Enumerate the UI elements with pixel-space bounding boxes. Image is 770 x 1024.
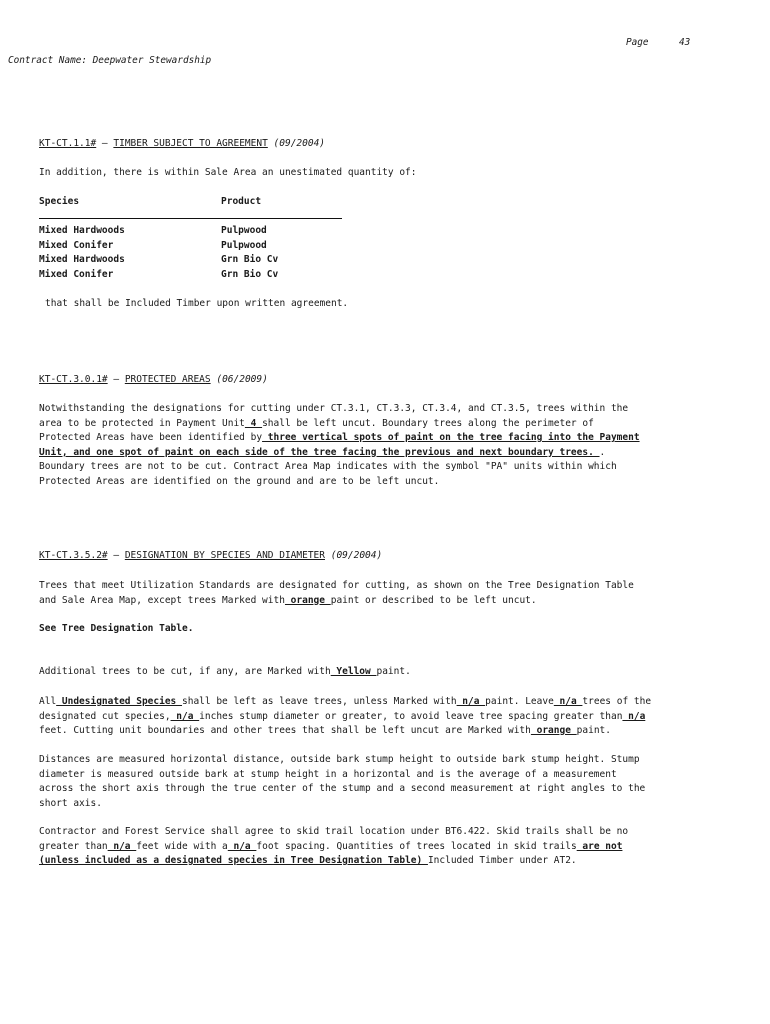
paragraph-line: Trees that meet Utilization Standards are designated for cutting, as shown on the Tree Designation Table (39, 580, 634, 591)
table-row-species: Mixed Conifer (39, 239, 114, 251)
paragraph-line: diameter is measured outside bark at stump height in a horizontal and is the average of a measurement (39, 768, 617, 780)
paint-description: three vertical spots of paint on the tree facing into the Payment (262, 432, 640, 443)
section-date: (09/2004) (330, 550, 383, 561)
paragraph-line: Distances are measured horizontal distance, outside bark stump height to outside bark stump height. Stump (39, 754, 640, 765)
paragraph-line: short axis. (39, 797, 102, 809)
section-title: DESIGNATION BY SPECIES AND DIAMETER (124, 550, 325, 561)
section-code: KT-CT.3.5.2# (39, 550, 108, 561)
see-table-note: See Tree Designation Table. (39, 623, 194, 634)
paragraph-line: feet. Cutting unit boundaries and other trees that shall be left uncut are Marked with orange paint. (39, 725, 611, 736)
paragraph-line: (unless included as a designated species in Tree Designation Table) Included Timber under AT2. (39, 855, 577, 866)
table-row-product: Pulpwood (221, 225, 267, 236)
section-heading-protected-areas: KT-CT.3.0.1# – PROTECTED AREAS (06/2009) (39, 374, 268, 385)
section-code: KT-CT.1.1# (39, 138, 97, 149)
table-row-product: Grn Bio Cv (221, 268, 279, 280)
page-number: 43 (679, 37, 691, 48)
paragraph-line: Boundary trees are not to be cut. Contract Area Map indicates with the symbol "PA" units within which (39, 461, 617, 472)
closing-text: that shall be Included Timber upon written agreement. (45, 298, 349, 309)
table-row-product: Grn Bio Cv (221, 254, 279, 265)
table-row-species: Mixed Hardwoods (39, 254, 125, 265)
section-code: KT-CT.3.0.1# (39, 374, 108, 385)
section-date: (09/2004) (273, 138, 326, 149)
paragraph-line: and Sale Area Map, except trees Marked with orange paint or described to be left uncut. (39, 594, 537, 606)
table-header-rule (39, 218, 342, 219)
paragraph-line: greater than n/a feet wide with a n/a foot spacing. Quantities of trees located in skid trails are not (39, 840, 623, 852)
section-date: (06/2009) (216, 374, 268, 385)
contract-name: Contract Name: Deepwater Stewardship (8, 55, 212, 66)
paint-color-value: Yellow (330, 666, 377, 677)
paragraph-line: Unit, and one spot of paint on each side of the tree facing the previous and next boundary trees. . (39, 446, 606, 458)
paragraph-line: across the short axis through the true center of the stump and a second measurement at right angles to the (39, 783, 646, 794)
column-header-species: Species (39, 196, 80, 207)
column-header-product: Product (221, 196, 262, 207)
section-title: PROTECTED AREAS (124, 374, 211, 385)
payment-unit-value: 4 (244, 417, 263, 429)
paragraph-line: All Undesignated Species shall be left as leave trees, unless Marked with n/a paint. Leave n/a trees of the (39, 696, 652, 707)
paint-color-value: orange (284, 594, 331, 606)
table-row-species: Mixed Conifer (39, 268, 114, 280)
paragraph-line: Protected Areas are identified on the ground and are to be left uncut. (39, 475, 440, 487)
paragraph-line: Protected Areas have been identified by three vertical spots of paint on the tree facing into the Payment (39, 432, 640, 443)
paragraph-line: Notwithstanding the designations for cutting under CT.3.1, CT.3.3, CT.3.4, and CT.3.5, trees within the (39, 403, 629, 414)
paragraph-line: Contractor and Forest Service shall agree to skid trail location under BT6.422. Skid trails shall be no (39, 826, 629, 837)
section-heading-timber-subject: KT-CT.1.1# – TIMBER SUBJECT TO AGREEMENT (09/2004) (39, 138, 326, 149)
section-heading-designation: KT-CT.3.5.2# – DESIGNATION BY SPECIES AND DIAMETER (09/2004) (39, 550, 383, 561)
paragraph-line: designated cut species, n/a inches stump diameter or greater, to avoid leave tree spacing greater than n/a (39, 710, 646, 722)
table-row-species: Mixed Hardwoods (39, 225, 125, 236)
paragraph-line: area to be protected in Payment Unit 4 shall be left uncut. Boundary trees along the perimeter of (39, 417, 594, 429)
table-row-product: Pulpwood (221, 239, 267, 251)
page-label: Page (626, 37, 649, 48)
section-title: TIMBER SUBJECT TO AGREEMENT (113, 138, 268, 149)
paragraph-line: Additional trees to be cut, if any, are Marked with Yellow paint. (39, 666, 411, 677)
paint-description: Unit, and one spot of paint on each side of the tree facing the previous and next boundary trees. (39, 446, 600, 458)
intro-text: In addition, there is within Sale Area an unestimated quantity of: (39, 167, 417, 178)
